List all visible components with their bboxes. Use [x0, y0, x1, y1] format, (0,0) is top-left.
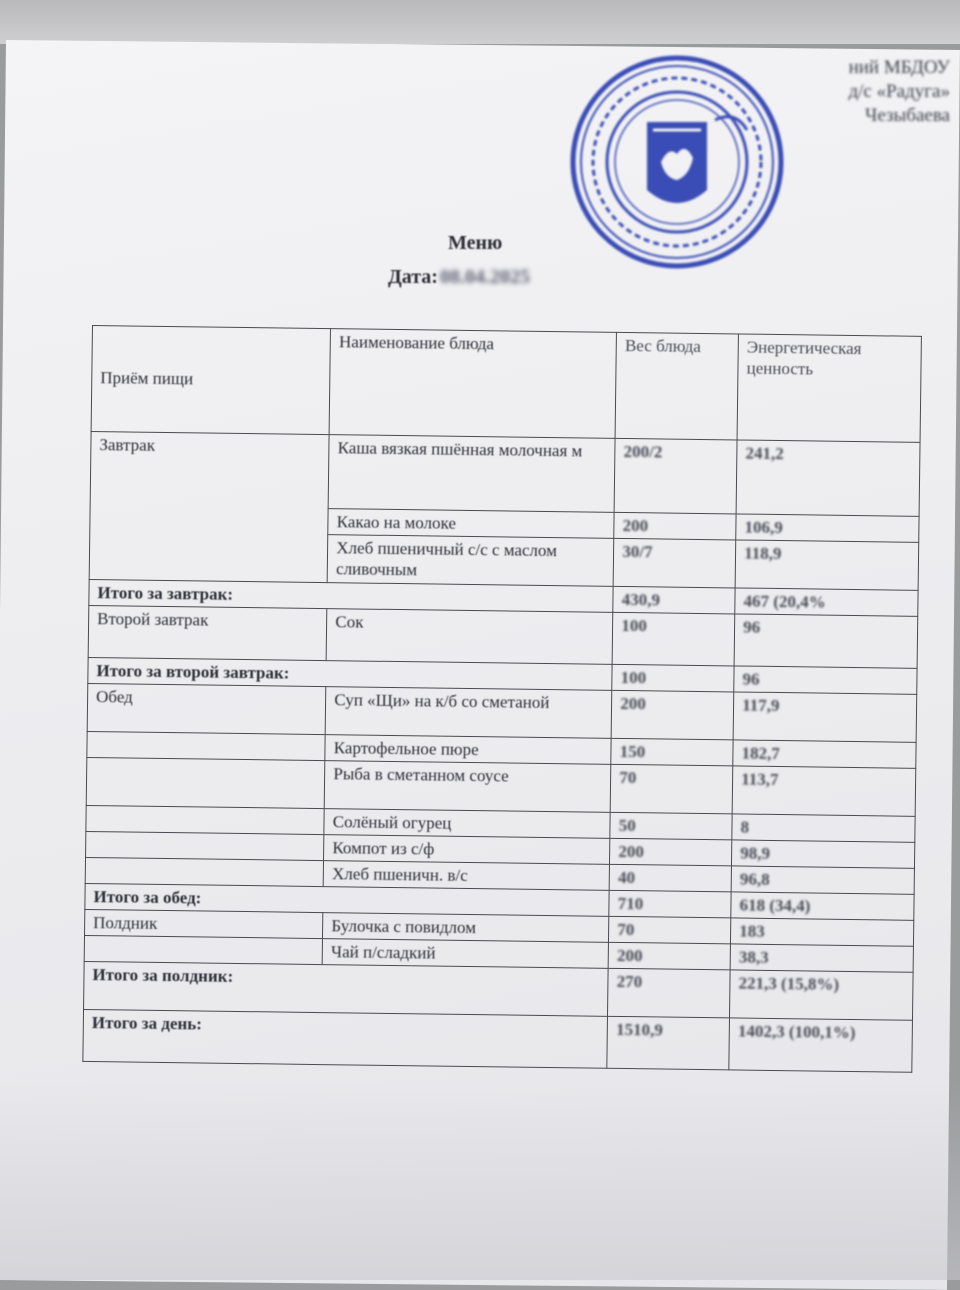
energy-cell: 96,8	[731, 866, 914, 894]
dish-cell: Чай п/сладкий	[322, 939, 608, 969]
header-dish: Наименование блюда	[329, 329, 616, 439]
energy-cell: 118,9	[735, 540, 918, 590]
weight-cell: 150	[611, 738, 733, 766]
total-weight: 1510,9	[607, 1016, 730, 1070]
meal-breakfast: Завтрак	[89, 431, 329, 582]
dish-cell: Какао на молоке	[328, 509, 614, 539]
total-energy: 618 (34,4)	[731, 892, 914, 920]
table-row	[90, 431, 920, 516]
total-energy: 467 (20,4%	[735, 588, 918, 616]
empty-cell	[87, 731, 326, 760]
meal-second-breakfast: Второй завтрак	[88, 605, 327, 660]
empty-cell	[85, 857, 324, 886]
total-label: Итого за обед:	[85, 883, 610, 916]
total-energy: 221,3 (15,8%)	[730, 970, 913, 1020]
weight-cell: 200/2	[614, 438, 737, 514]
total-weight: 430,9	[613, 586, 735, 614]
energy-cell: 183	[731, 918, 914, 946]
total-label: Итого за день:	[83, 1009, 608, 1068]
weight-cell: 200	[611, 690, 734, 740]
dish-cell: Хлеб пшеничный с/с с маслом сливочным	[327, 535, 614, 587]
empty-cell	[86, 805, 325, 834]
weight-cell: 70	[609, 916, 731, 944]
energy-cell: 113,7	[732, 766, 915, 816]
weight-cell: 40	[609, 864, 731, 892]
header-meal: Приём пищи	[91, 326, 331, 435]
dish-cell: Картофельное пюре	[325, 735, 611, 765]
dish-cell: Хлеб пшеничн. в/с	[323, 861, 609, 891]
total-weight: 710	[609, 890, 731, 918]
background-edge	[0, 0, 960, 44]
header-weight: Вес блюда	[615, 332, 738, 440]
weight-cell: 200	[614, 512, 736, 540]
dish-cell: Каша вязкая пшённая молочная м	[328, 435, 615, 513]
total-label: Итого за второй завтрак:	[88, 657, 613, 690]
header-energy: Энергетическая ценность	[737, 334, 921, 442]
date-value: 08.04.2025	[439, 266, 530, 288]
approval-line: д/с «Радуга»	[848, 81, 950, 102]
weight-cell: 200	[608, 942, 730, 970]
weight-cell: 100	[612, 612, 735, 666]
approval-line: ний МБДОУ	[848, 57, 950, 78]
total-label: Итого за завтрак:	[89, 579, 614, 612]
energy-cell: 241,2	[736, 440, 920, 516]
energy-cell: 98,9	[732, 840, 915, 868]
weight-cell: 200	[610, 838, 732, 866]
meal-lunch: Обед	[87, 683, 326, 734]
total-weight: 100	[612, 664, 734, 692]
total-weight: 270	[608, 968, 731, 1018]
energy-cell: 96	[734, 614, 918, 668]
energy-cell: 38,3	[730, 944, 913, 972]
total-row-day	[83, 1009, 913, 1072]
empty-cell	[86, 757, 325, 808]
date-label: Дата:	[388, 266, 438, 288]
dish-cell: Суп «Щи» на к/б со сметаной	[325, 687, 612, 739]
dish-cell: Компот из с/ф	[324, 835, 610, 865]
table-header-row	[91, 326, 921, 443]
weight-cell: 50	[610, 812, 732, 840]
total-energy: 1402,3 (100,1%)	[729, 1018, 913, 1072]
energy-cell: 8	[732, 814, 915, 842]
approval-line: Чезыбаева	[865, 105, 950, 126]
energy-cell: 117,9	[733, 692, 916, 742]
weight-cell: 30/7	[613, 538, 736, 588]
dish-cell: Рыба в сметанном соусе	[324, 761, 611, 813]
total-label: Итого за полдник:	[84, 961, 609, 1016]
empty-cell	[84, 935, 323, 964]
empty-cell	[86, 831, 325, 860]
dish-cell: Солёный огурец	[324, 809, 610, 839]
paper-shadow	[0, 1080, 960, 1280]
official-stamp-icon	[565, 50, 790, 275]
meal-snack: Полдник	[85, 909, 324, 938]
energy-cell: 106,9	[736, 514, 919, 542]
total-energy: 96	[734, 666, 917, 694]
weight-cell: 70	[610, 764, 733, 814]
date-line	[388, 266, 530, 289]
dish-cell: Булочка с повидлом	[323, 913, 609, 943]
dish-cell: Сок	[326, 609, 613, 665]
menu-table	[82, 325, 922, 1073]
energy-cell: 182,7	[733, 740, 916, 768]
page-title: Меню	[448, 232, 503, 254]
